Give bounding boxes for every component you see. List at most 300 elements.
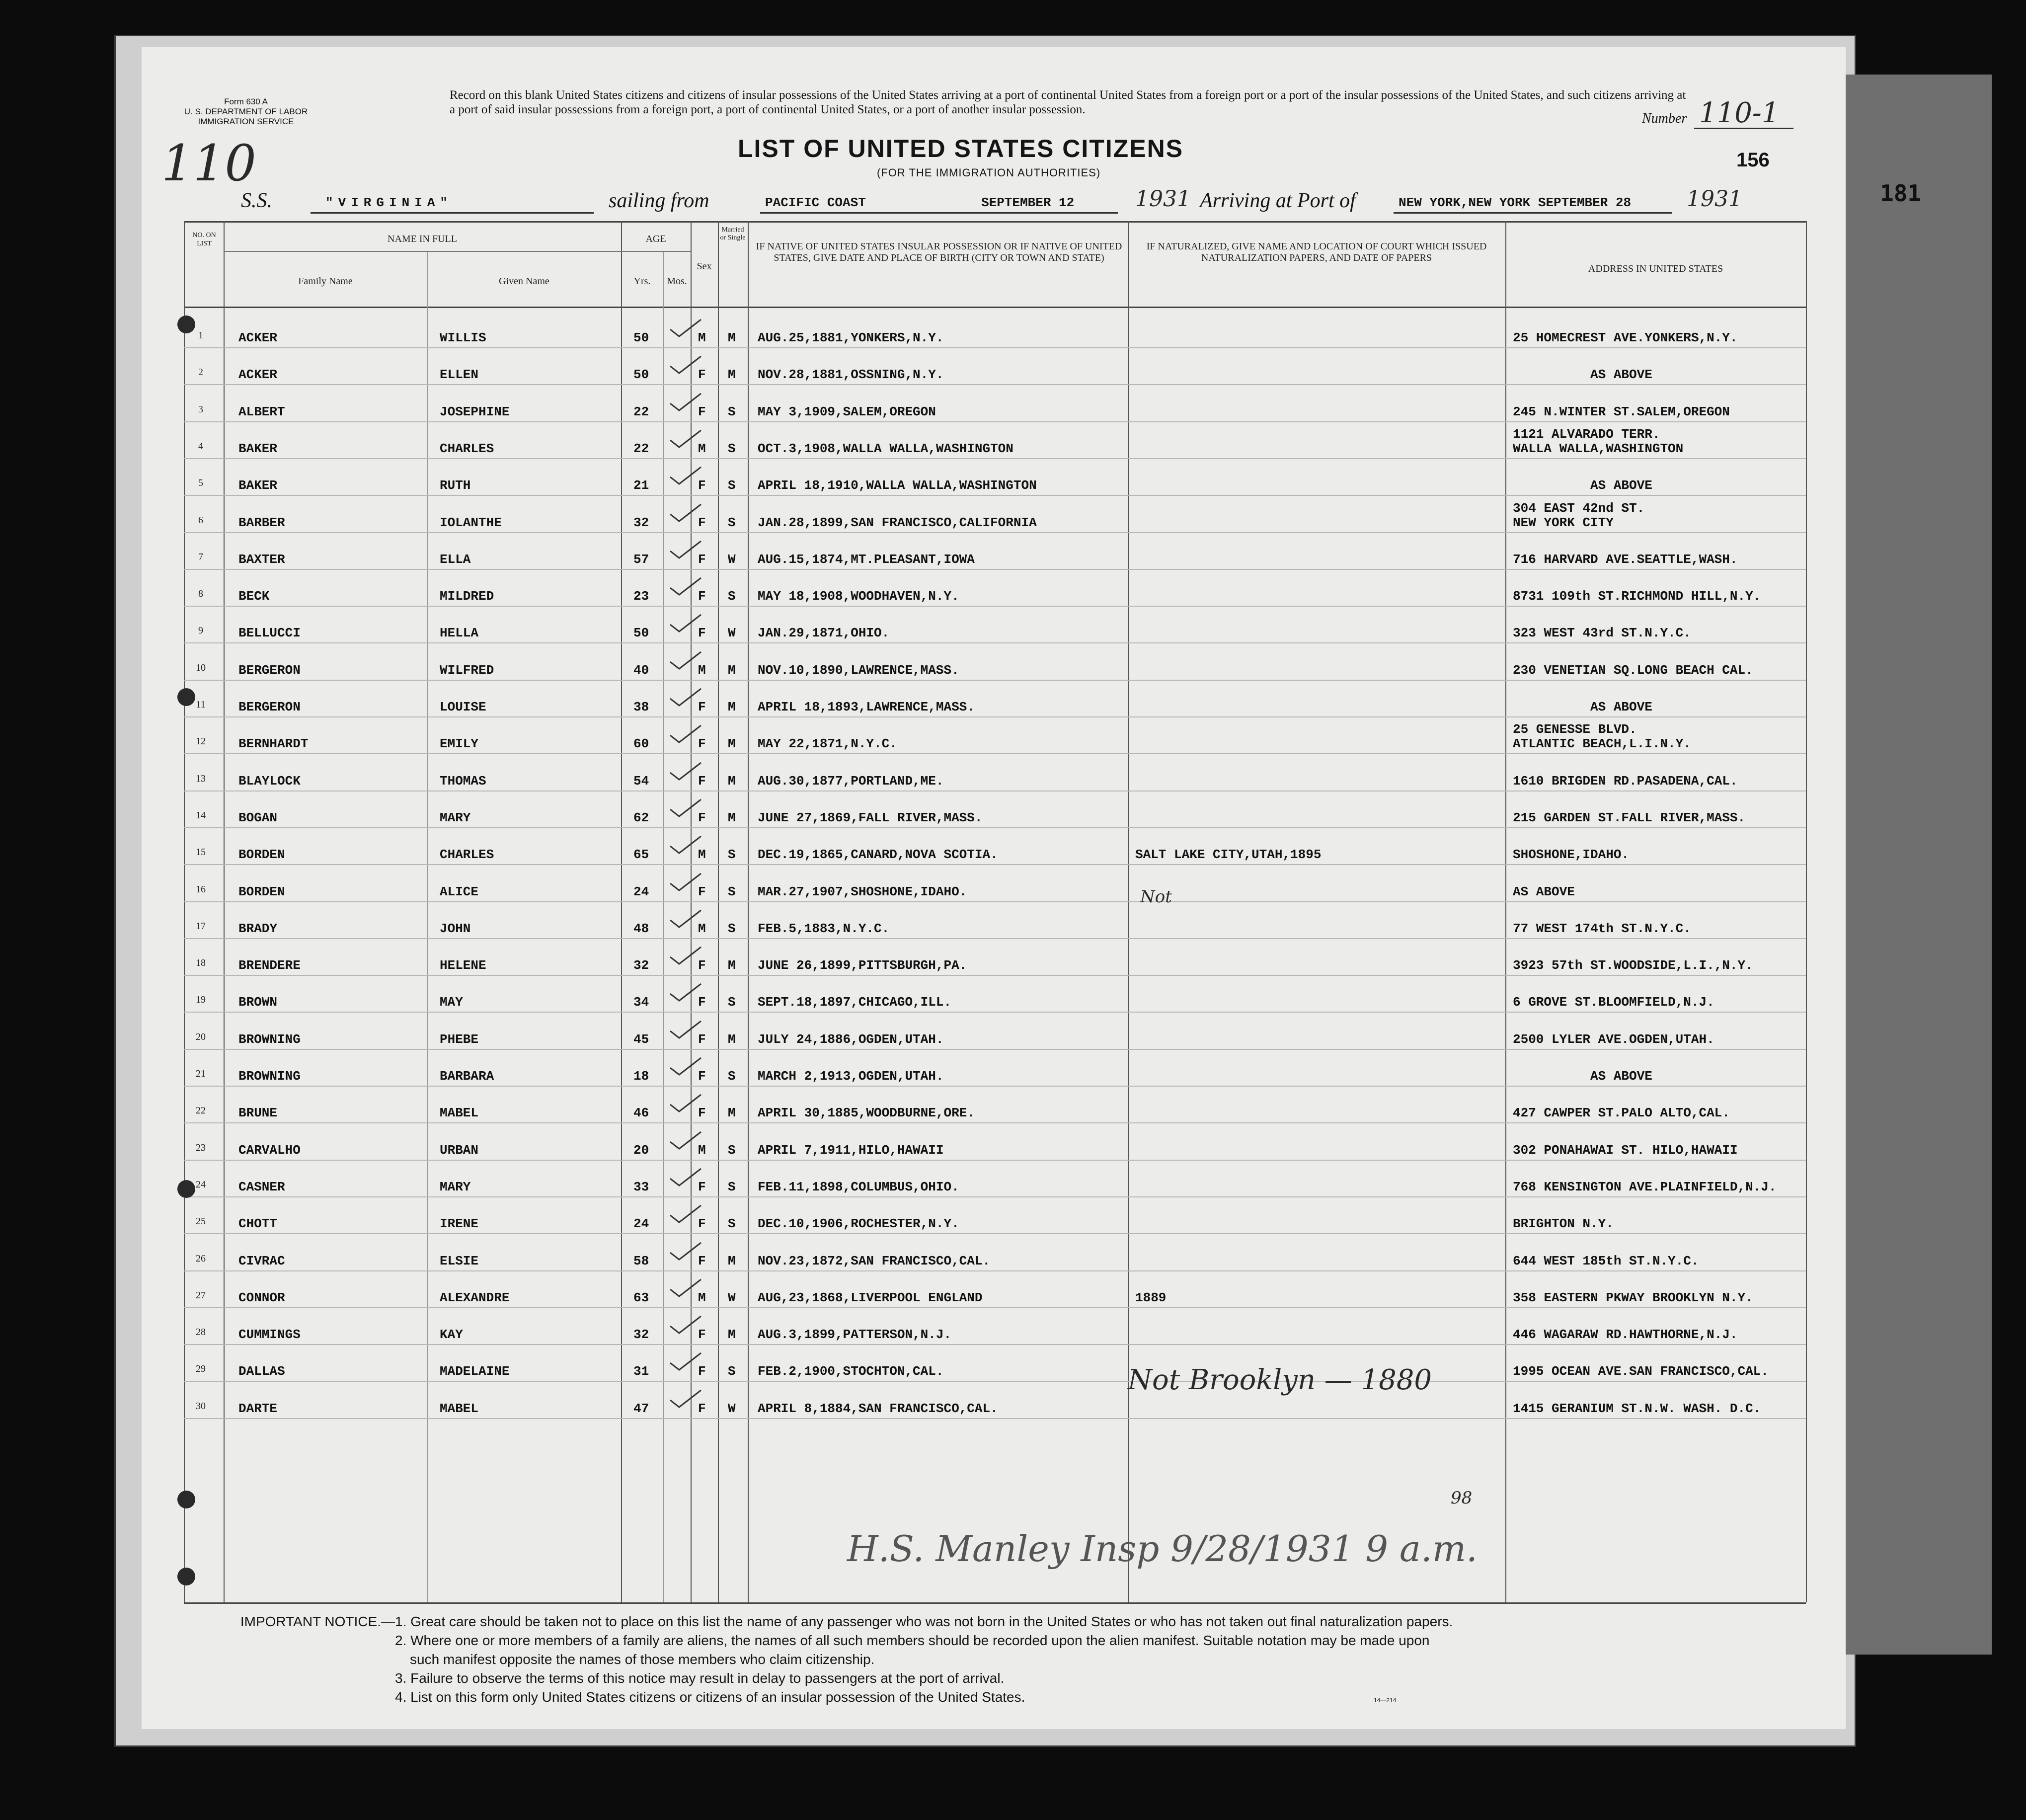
cell-birth: SEPT.18,1897,CHICAGO,ILL. — [758, 995, 952, 1010]
cell-ms: M — [728, 1253, 736, 1268]
notice-item: such manifest opposite the names of those members who claim citizenship. — [410, 1652, 875, 1667]
address-line-1: 1121 ALVARADO TERR. — [1513, 426, 1660, 442]
cell-family: BAXTER — [238, 552, 285, 567]
cell-birth: MAY 18,1908,WOODHAVEN,N.Y. — [758, 589, 959, 604]
cell-age: 31 — [633, 1364, 649, 1379]
row-number: 27 — [196, 1289, 206, 1301]
check-mark-icon — [668, 983, 703, 1003]
cell-family: CHOTT — [238, 1216, 278, 1232]
cell-sex: M — [698, 330, 706, 345]
cell-age: 32 — [633, 515, 649, 530]
row-number: 23 — [196, 1142, 206, 1153]
col-family: Family Name — [298, 276, 353, 287]
address-line-2: ATLANTIC BEACH,L.I.N.Y. — [1513, 736, 1691, 752]
ss-label: S.S. — [241, 189, 272, 212]
page-number: 156 — [1736, 149, 1770, 171]
cell-given: RUTH — [440, 478, 471, 493]
cell-given: URBAN — [440, 1142, 479, 1158]
cell-family: BROWNING — [238, 1069, 301, 1084]
table-row — [142, 496, 1846, 533]
cell-sex: F — [698, 1364, 706, 1379]
cell-sex: F — [698, 515, 706, 530]
arrival-port-date: NEW YORK,NEW YORK SEPTEMBER 28 — [1399, 195, 1632, 210]
col-yrs: Yrs. — [633, 276, 651, 287]
cell-addr: 358 EASTERN PKWAY BROOKLYN N.Y. — [1513, 1290, 1753, 1305]
cell-addr: AS ABOVE — [1513, 700, 1652, 714]
cell-addr: SHOSHONE,IDAHO. — [1513, 847, 1630, 863]
cell-sex: F — [698, 1179, 706, 1194]
table-row — [142, 1050, 1846, 1087]
number-value: 110-1 — [1699, 97, 1780, 129]
check-mark-icon — [668, 1352, 703, 1372]
cell-sex: F — [698, 810, 706, 825]
cell-birth: NOV.23,1872,SAN FRANCISCO,CAL. — [758, 1253, 991, 1268]
check-mark-icon — [668, 1131, 703, 1151]
cell-ms: S — [728, 847, 736, 863]
table-row — [142, 1382, 1846, 1419]
cell-family: BORDEN — [238, 847, 285, 863]
cell-addr: 716 HARVARD AVE.SEATTLE,WASH. — [1513, 552, 1738, 567]
cell-ms: S — [728, 1216, 736, 1232]
row-number: 24 — [196, 1179, 206, 1190]
col-birth: IF NATIVE OF UNITED STATES INSULAR POSSESSION OR IF NATIVE OF UNITED STATES, GIVE DATE AND PLACE OF BIRTH (CITY OR TOWN AND STATE) — [756, 241, 1122, 263]
cell-sex: F — [698, 700, 706, 714]
cell-ms: S — [728, 1142, 736, 1158]
cell-birth: AUG.25,1881,YONKERS,N.Y. — [758, 330, 944, 345]
notice-label: IMPORTANT NOTICE.— — [240, 1614, 395, 1629]
cell-given: IOLANTHE — [440, 515, 502, 530]
cell-addr: AS ABOVE — [1513, 478, 1652, 493]
row-number: 22 — [196, 1105, 206, 1116]
row-number: 21 — [196, 1068, 206, 1079]
row-number: 29 — [196, 1363, 206, 1375]
arrival-year: 1931 — [1687, 186, 1742, 212]
cell-sex: F — [698, 1327, 706, 1343]
cell-given: IRENE — [440, 1216, 479, 1232]
cell-birth: MAR.27,1907,SHOSHONE,IDAHO. — [758, 884, 967, 899]
cell-family: BERGERON — [238, 662, 301, 678]
table-row — [142, 1345, 1846, 1382]
cell-nat: SALT LAKE CITY,UTAH,1895 — [1135, 847, 1322, 863]
manifest-page — [142, 47, 1846, 1729]
check-mark-icon — [668, 540, 703, 560]
cell-family: BLAYLOCK — [238, 773, 301, 789]
cell-given: BARBARA — [440, 1069, 494, 1084]
row-number: 19 — [196, 994, 206, 1006]
col-mos: Mos. — [667, 276, 687, 287]
row-number: 2 — [198, 367, 203, 378]
row-number: 17 — [196, 920, 206, 932]
cell-family: BERGERON — [238, 700, 301, 714]
cell-age: 48 — [633, 921, 649, 936]
row-number: 5 — [198, 477, 203, 489]
cell-given: EMILY — [440, 736, 479, 752]
cell-family: BECK — [238, 589, 270, 604]
table-row — [142, 681, 1846, 717]
cell-given: JOHN — [440, 921, 471, 936]
cell-given: THOMAS — [440, 773, 486, 789]
cell-birth: NOV.28,1881,OSSNING,N.Y. — [758, 367, 944, 383]
row-number: 13 — [196, 773, 206, 784]
row-number: 14 — [196, 809, 206, 821]
cell-addr: 215 GARDEN ST.FALL RIVER,MASS. — [1513, 810, 1746, 825]
cell-ms: M — [728, 1327, 736, 1343]
cell-sex: F — [698, 995, 706, 1010]
table-row — [142, 607, 1846, 643]
notice-item: 4. List on this form only United States citizens or citizens of an insular possession of the United States. — [395, 1689, 1025, 1705]
number-underline — [1694, 128, 1793, 129]
punch-hole — [177, 1180, 195, 1198]
cell-family: ALBERT — [238, 404, 285, 419]
cell-addr: 3923 57th ST.WOODSIDE,L.I.,N.Y. — [1513, 958, 1753, 973]
cell-family: BRENDERE — [238, 958, 301, 973]
table-row — [142, 644, 1846, 681]
cell-age: 50 — [633, 330, 649, 345]
check-mark-icon — [668, 946, 703, 966]
cell-sex: M — [698, 662, 706, 678]
cell-sex: F — [698, 1069, 706, 1084]
notice-item: 3. Failure to observe the terms of this notice may result in delay to passengers at the port of arrival. — [395, 1670, 1005, 1686]
table-row — [142, 1235, 1846, 1271]
cell-ms: M — [728, 773, 736, 789]
cell-addr — [1513, 427, 1683, 456]
cell-family: BELLUCCI — [238, 626, 301, 641]
address-line-2: NEW YORK CITY — [1513, 515, 1614, 530]
cell-given: PHEBE — [440, 1031, 479, 1047]
table-row — [142, 1161, 1846, 1197]
cell-given: ELLEN — [440, 367, 479, 383]
cell-birth: JAN.29,1871,OHIO. — [758, 626, 890, 641]
table-row — [142, 791, 1846, 828]
check-mark-icon — [668, 651, 703, 671]
check-mark-icon — [668, 872, 703, 892]
cell-birth: AUG.30,1877,PORTLAND,ME. — [758, 773, 944, 789]
cell-birth: APRIL 18,1893,LAWRENCE,MASS. — [758, 700, 975, 714]
table-row — [142, 939, 1846, 976]
sailing-from: PACIFIC COAST — [765, 195, 866, 210]
table-row — [142, 386, 1846, 422]
cell-age: 63 — [633, 1290, 649, 1305]
cell-given: MABEL — [440, 1106, 479, 1121]
cell-birth: DEC.10,1906,ROCHESTER,N.Y. — [758, 1216, 959, 1232]
table-row — [142, 1271, 1846, 1308]
address-line-1: 304 EAST 42nd ST. — [1513, 500, 1645, 516]
cell-birth: OCT.3,1908,WALLA WALLA,WASHINGTON — [758, 441, 1013, 456]
cell-family: CIVRAC — [238, 1253, 285, 1268]
cell-addr: 446 WAGARAW RD.HAWTHORNE,N.J. — [1513, 1327, 1738, 1343]
cell-age: 47 — [633, 1401, 649, 1416]
row-number: 4 — [198, 440, 203, 452]
row-number: 30 — [196, 1400, 206, 1412]
cell-sex: F — [698, 552, 706, 567]
cell-ms: S — [728, 515, 736, 530]
cell-family: BRADY — [238, 921, 278, 936]
department: U. S. DEPARTMENT OF LABOR — [184, 107, 308, 116]
cell-ms: M — [728, 958, 736, 973]
check-mark-icon — [668, 355, 703, 375]
cell-age: 32 — [633, 958, 649, 973]
check-mark-icon — [668, 798, 703, 818]
cell-family: BERNHARDT — [238, 736, 309, 752]
cell-ms: S — [728, 1364, 736, 1379]
cell-given: ALICE — [440, 884, 479, 899]
cell-sex: F — [698, 773, 706, 789]
cell-addr: 1995 OCEAN AVE.SAN FRANCISCO,CAL. — [1513, 1364, 1769, 1379]
departure-year: 1931 — [1135, 186, 1191, 212]
cell-age: 21 — [633, 478, 649, 493]
row-number: 16 — [196, 883, 206, 895]
ship-name: "VIRGINIA" — [325, 195, 453, 210]
cell-ms: W — [728, 552, 736, 567]
cell-given: LOUISE — [440, 700, 486, 714]
check-mark-icon — [668, 1278, 703, 1298]
cell-addr — [1513, 722, 1691, 751]
table-row — [142, 1087, 1846, 1123]
cell-ms: M — [728, 810, 736, 825]
cell-ms: S — [728, 441, 736, 456]
arriving-label: Arriving at Port of — [1200, 189, 1356, 212]
punch-hole — [177, 316, 195, 333]
address-line-2: WALLA WALLA,WASHINGTON — [1513, 441, 1684, 456]
address-line-1: 25 GENESSE BLVD. — [1513, 722, 1637, 737]
check-mark-icon — [668, 1204, 703, 1224]
cell-given: HELENE — [440, 958, 486, 973]
cell-addr: 77 WEST 174th ST.N.Y.C. — [1513, 921, 1691, 936]
note-initials: 98 — [1451, 1488, 1473, 1508]
cell-age: 60 — [633, 736, 649, 752]
cell-birth: AUG,23,1868,LIVERPOOL ENGLAND — [758, 1290, 983, 1305]
cell-birth: AUG.3,1899,PATTERSON,N.J. — [758, 1327, 952, 1343]
row-number: 7 — [198, 551, 203, 562]
cell-sex: M — [698, 1142, 706, 1158]
cell-ms: M — [728, 700, 736, 714]
cell-birth: MAY 22,1871,N.Y.C. — [758, 736, 897, 752]
col-name-in-full: NAME IN FULL — [388, 234, 457, 244]
arrival-underline — [1394, 212, 1672, 214]
cell-birth: JULY 24,1886,OGDEN,UTAH. — [758, 1031, 944, 1047]
punch-hole — [177, 688, 195, 706]
row-number: 25 — [196, 1216, 206, 1227]
cell-ms: M — [728, 1106, 736, 1121]
cell-addr: 245 N.WINTER ST.SALEM,OREGON — [1513, 404, 1730, 419]
cell-age: 34 — [633, 995, 649, 1010]
note-connor: Not Brooklyn — 1880 — [1128, 1364, 1432, 1396]
cell-ms: W — [728, 626, 736, 641]
service: IMMIGRATION SERVICE — [198, 117, 294, 126]
row-number: 9 — [198, 625, 203, 636]
ship-underline — [311, 212, 594, 214]
cell-given: MILDRED — [440, 589, 494, 604]
cell-given: CHARLES — [440, 847, 494, 863]
cell-family: ACKER — [238, 367, 278, 383]
check-mark-icon — [668, 1020, 703, 1040]
cell-ms: M — [728, 367, 736, 383]
cell-age: 54 — [633, 773, 649, 789]
check-mark-icon — [668, 724, 703, 744]
cell-family: BROWN — [238, 995, 278, 1010]
notice-items — [395, 1612, 1796, 1707]
cell-age: 22 — [633, 404, 649, 419]
cell-birth: DEC.19,1865,CANARD,NOVA SCOTIA. — [758, 847, 998, 863]
cell-sex: F — [698, 736, 706, 752]
cell-addr: 25 HOMECREST AVE.YONKERS,N.Y. — [1513, 330, 1738, 345]
row-number: 11 — [196, 699, 206, 710]
cell-birth: AUG.15,1874,MT.PLEASANT,IOWA — [758, 552, 975, 567]
cell-given: JOSEPHINE — [440, 404, 510, 419]
check-mark-icon — [668, 393, 703, 412]
cell-age: 45 — [633, 1031, 649, 1047]
cell-family: BRUNE — [238, 1106, 278, 1121]
check-mark-icon — [668, 466, 703, 486]
check-mark-icon — [668, 1389, 703, 1409]
table-row — [142, 902, 1846, 939]
cell-given: MABEL — [440, 1401, 479, 1416]
cell-family: CUMMINGS — [238, 1327, 301, 1343]
cell-birth: NOV.10,1890,LAWRENCE,MASS. — [758, 662, 959, 678]
cell-age: 20 — [633, 1142, 649, 1158]
cell-addr: 8731 109th ST.RICHMOND HILL,N.Y. — [1513, 589, 1761, 604]
table-row — [142, 755, 1846, 791]
punch-hole — [177, 1568, 195, 1585]
header-instruction: Record on this blank United States citizens and citizens of insular possessions of the United States arriving at a port of continental United States from a foreign port or a port of the insular possessions of the United States, and such citizens arriving at a port of said insular possessions from a foreign port, a port of continental United States, or a port of another insular possession. — [450, 88, 1686, 116]
check-mark-icon — [668, 1094, 703, 1113]
col-married: Married or Single — [720, 226, 746, 241]
cell-family: BAKER — [238, 441, 278, 456]
cell-sex: F — [698, 884, 706, 899]
cell-given: HELLA — [440, 626, 479, 641]
cell-ms: M — [728, 330, 736, 345]
table-row — [142, 533, 1846, 570]
row-number: 10 — [196, 662, 206, 673]
cell-family: CASNER — [238, 1179, 285, 1194]
cell-age: 57 — [633, 552, 649, 567]
cell-given: ELLA — [440, 552, 471, 567]
cell-birth: APRIL 30,1885,WOODBURNE,ORE. — [758, 1106, 975, 1121]
row-number: 18 — [196, 957, 206, 969]
check-mark-icon — [668, 835, 703, 855]
cell-sex: F — [698, 478, 706, 493]
check-mark-icon — [668, 762, 703, 782]
form-id: Form 630 A — [224, 97, 268, 106]
check-mark-icon — [668, 503, 703, 523]
cell-family: BOGAN — [238, 810, 278, 825]
handwritten-list-number: 110 — [161, 134, 256, 192]
cell-sex: M — [698, 847, 706, 863]
page-subtitle: (FOR THE IMMIGRATION AUTHORITIES) — [877, 166, 1101, 179]
table-row — [142, 717, 1846, 754]
row-number: 1 — [198, 330, 203, 341]
cell-age: 24 — [633, 1216, 649, 1232]
table-bottom-rule — [184, 1602, 1806, 1604]
cell-addr: AS ABOVE — [1513, 1069, 1652, 1084]
cell-given: WILLIS — [440, 330, 486, 345]
cell-birth: JUNE 26,1899,PITTSBURGH,PA. — [758, 958, 967, 973]
cell-age: 32 — [633, 1327, 649, 1343]
cell-ms: S — [728, 478, 736, 493]
cell-sex: M — [698, 441, 706, 456]
row-number: 26 — [196, 1253, 206, 1264]
edge-page-number: 181 — [1880, 180, 1922, 207]
check-mark-icon — [668, 1315, 703, 1335]
col-address: ADDRESS IN UNITED STATES — [1588, 263, 1723, 274]
row-number: 6 — [198, 514, 203, 526]
cell-age: 46 — [633, 1106, 649, 1121]
cell-ms: S — [728, 404, 736, 419]
sailing-from-label: sailing from — [609, 189, 709, 212]
table-row — [142, 348, 1846, 385]
cell-age: 22 — [633, 441, 649, 456]
notice-item: 2. Where one or more members of a family are aliens, the names of all such members should be recorded upon the alien manifest. Suitable notation may be made upon — [395, 1633, 1430, 1648]
cell-birth: MAY 3,1909,SALEM,OREGON — [758, 404, 936, 419]
check-mark-icon — [668, 1168, 703, 1187]
name-subrule — [224, 251, 691, 252]
row-number: 15 — [196, 847, 206, 858]
cell-given: MARY — [440, 810, 471, 825]
number-label: Number — [1642, 111, 1687, 126]
cell-addr: 2500 LYLER AVE.OGDEN,UTAH. — [1513, 1031, 1714, 1047]
col-no: NO. ON LIST — [192, 232, 216, 247]
cell-birth: JUNE 27,1869,FALL RIVER,MASS. — [758, 810, 983, 825]
table-row — [142, 422, 1846, 459]
cell-age: 40 — [633, 662, 649, 678]
check-mark-icon — [668, 614, 703, 633]
cell-addr: 302 PONAHAWAI ST. HILO,HAWAII — [1513, 1142, 1738, 1158]
cell-ms: S — [728, 1179, 736, 1194]
row-number: 3 — [198, 403, 203, 415]
cell-age: 50 — [633, 367, 649, 383]
cell-ms: W — [728, 1290, 736, 1305]
cell-sex: F — [698, 958, 706, 973]
cell-birth: APRIL 18,1910,WALLA WALLA,WASHINGTON — [758, 478, 1037, 493]
cell-family: ACKER — [238, 330, 278, 345]
cell-ms: M — [728, 1031, 736, 1047]
cell-ms: M — [728, 736, 736, 752]
punch-hole — [177, 1491, 195, 1508]
cell-family: BORDEN — [238, 884, 285, 899]
cell-family: BROWNING — [238, 1031, 301, 1047]
cell-birth: APRIL 7,1911,HILO,HAWAII — [758, 1142, 944, 1158]
cell-nat: 1889 — [1135, 1290, 1167, 1305]
cell-addr: 768 KENSINGTON AVE.PLAINFIELD,N.J. — [1513, 1179, 1777, 1194]
cell-age: 33 — [633, 1179, 649, 1194]
cell-ms: S — [728, 589, 736, 604]
cell-addr: 230 VENETIAN SQ.LONG BEACH CAL. — [1513, 662, 1753, 678]
sailing-underline — [760, 212, 1118, 214]
row-number: 12 — [196, 736, 206, 747]
cell-addr: AS ABOVE — [1513, 884, 1575, 899]
cell-addr: 427 CAWPER ST.PALO ALTO,CAL. — [1513, 1106, 1730, 1121]
cell-given: WILFRED — [440, 662, 494, 678]
check-mark-icon — [668, 429, 703, 449]
check-mark-icon — [668, 318, 703, 338]
cell-ms: M — [728, 662, 736, 678]
table-row — [142, 828, 1846, 865]
departure-date: SEPTEMBER 12 — [981, 195, 1075, 210]
cell-sex: F — [698, 404, 706, 419]
cell-family: CONNOR — [238, 1290, 285, 1305]
cell-family: DARTE — [238, 1401, 278, 1416]
form-id-block — [176, 97, 315, 127]
cell-family: DALLAS — [238, 1364, 285, 1379]
cell-sex: F — [698, 1253, 706, 1268]
row-rule — [184, 1418, 1806, 1419]
table-row — [142, 459, 1846, 496]
check-mark-icon — [668, 1057, 703, 1077]
cell-given: MARY — [440, 1179, 471, 1194]
table-row — [142, 866, 1846, 902]
cell-given: CHARLES — [440, 441, 494, 456]
col-age: AGE — [645, 234, 666, 244]
